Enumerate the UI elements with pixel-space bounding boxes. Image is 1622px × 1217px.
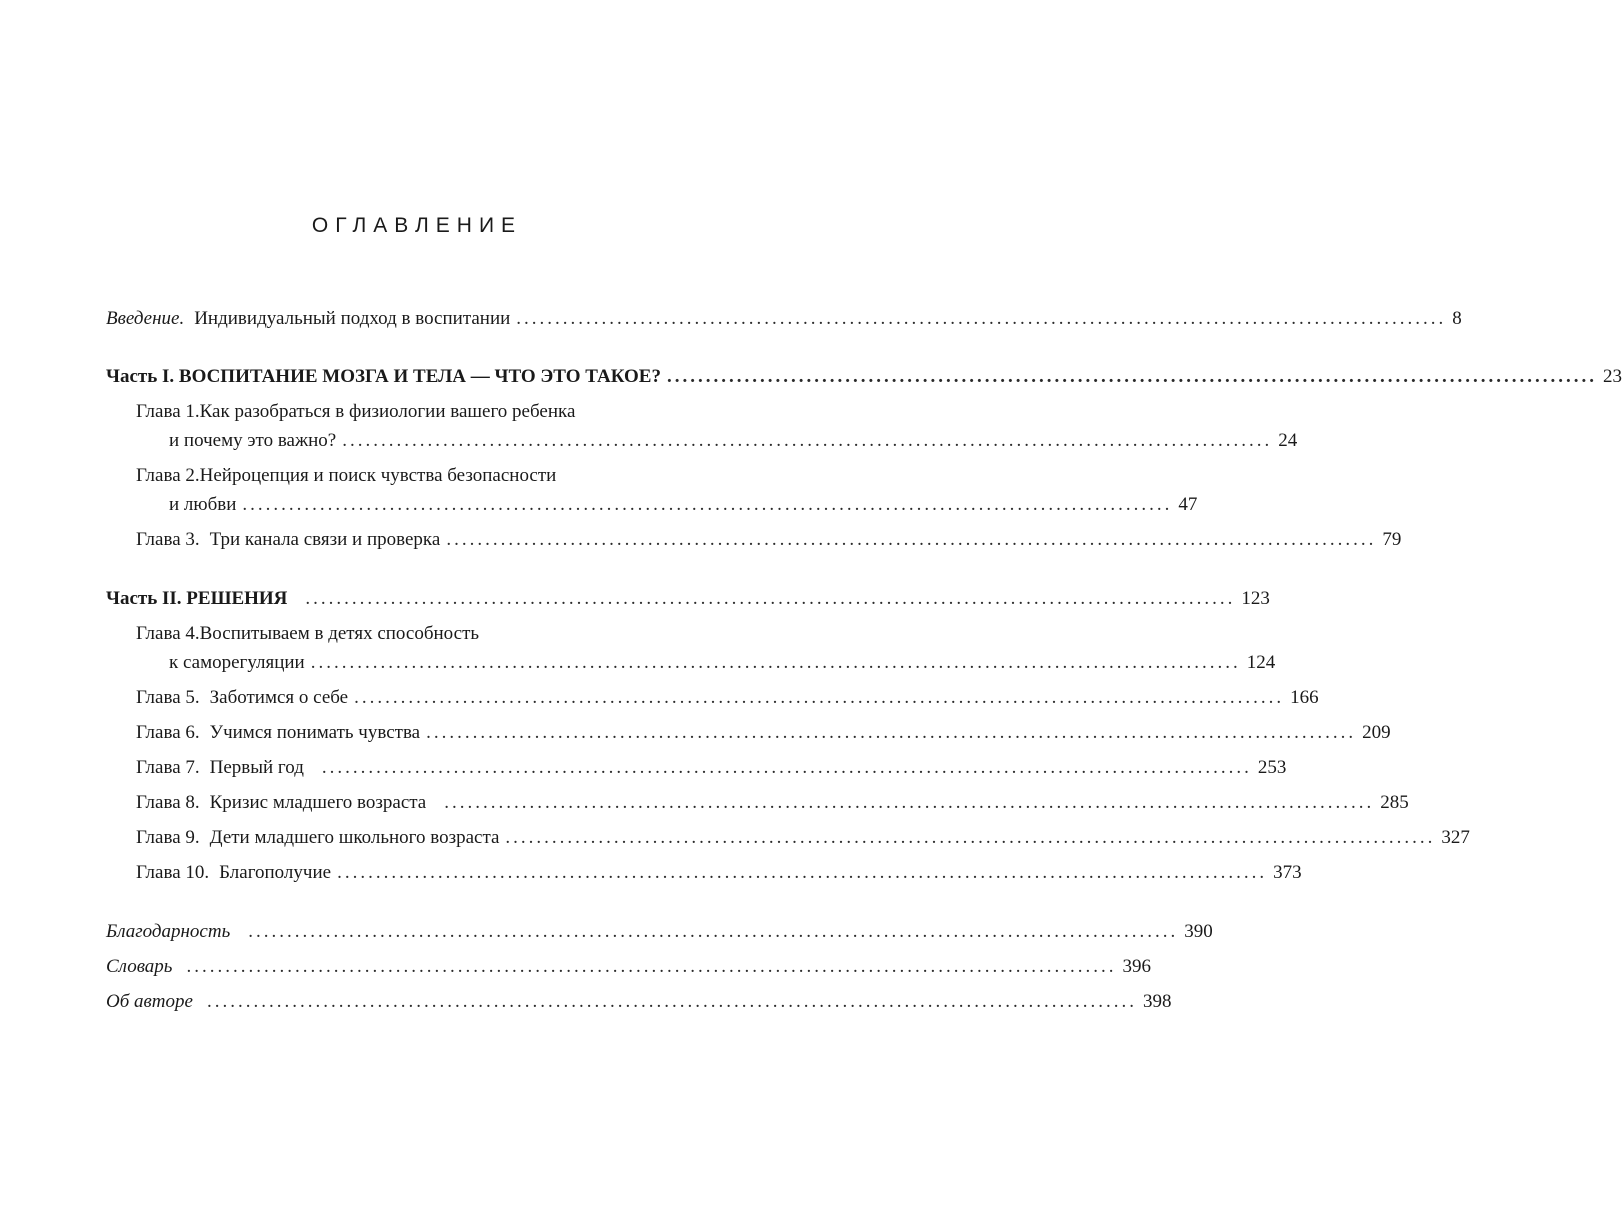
chapter-title-cont: и почему это важно?	[169, 430, 337, 451]
page-number: 24	[1278, 430, 1298, 451]
toc-entry-chapter-2-line1[interactable]	[136, 463, 720, 489]
chapter-number: Глава 9.	[136, 827, 200, 848]
leader-dots: ........................................................................................................................	[305, 588, 1236, 609]
toc-entry-chapter-8[interactable]	[136, 790, 1409, 816]
chapter-title: Дети младшего школьного возраста	[209, 827, 500, 848]
chapter-title: Заботимся о себе	[209, 687, 349, 708]
chapter-number: Глава 7.	[136, 757, 200, 778]
chapter-number: Глава 4.	[136, 623, 200, 644]
leader-dots: ........................................................................................................................	[426, 722, 1357, 743]
page-number: 398	[1142, 991, 1172, 1012]
toc-entry-chapter-7[interactable]	[136, 755, 1287, 781]
chapter-number: Глава 6.	[136, 722, 200, 743]
toc-entry-chapter-10[interactable]	[136, 860, 1302, 886]
page-title: ОГЛАВЛЕНИЕ	[311, 214, 523, 237]
toc-entry-part1[interactable]	[106, 364, 1622, 390]
leader-dots: ........................................................................................................................	[342, 430, 1273, 451]
leader-dots: ........................................................................................................................	[206, 991, 1137, 1012]
toc-entry-chapter-6[interactable]	[136, 720, 1391, 746]
page-number: 8	[1452, 308, 1462, 329]
intro-label: Индивидуальный подход в воспитании	[194, 308, 511, 329]
toc-entry-chapter-1[interactable]	[169, 428, 1298, 454]
leader-dots: ........................................................................................................................	[242, 494, 1173, 515]
toc-entry-glossary[interactable]	[106, 954, 1151, 980]
chapter-title: Три канала связи и проверка	[209, 529, 441, 550]
page-number: 253	[1257, 757, 1287, 778]
chapter-number: Глава 5.	[136, 687, 200, 708]
toc-entry-chapter-2[interactable]	[169, 492, 1198, 518]
chapter-title-cont: к саморегуляции	[169, 652, 305, 673]
leader-dots: ........................................................................................................................	[354, 687, 1285, 708]
page-number: 166	[1290, 687, 1319, 708]
chapter-title: Кризис младшего возраста	[209, 792, 427, 813]
toc-entry-acknowledgments[interactable]	[106, 919, 1213, 945]
intro-prefix: Введение.	[106, 308, 185, 329]
toc-entry-about-author[interactable]	[106, 989, 1172, 1015]
page-number: 124	[1246, 652, 1276, 673]
backmatter-label: Благодарность	[106, 921, 231, 942]
chapter-number: Глава 10.	[136, 862, 210, 883]
page-number: 373	[1273, 862, 1302, 883]
page-number: 390	[1184, 921, 1213, 942]
leader-dots: ........................................................................................................................	[310, 652, 1241, 673]
toc-entry-part2[interactable]	[106, 586, 1270, 612]
chapter-title: Учимся понимать чувства	[209, 722, 421, 743]
chapter-number: Глава 3.	[136, 529, 200, 550]
chapter-number: Глава 8.	[136, 792, 200, 813]
page-number: 209	[1362, 722, 1391, 743]
toc-entry-chapter-9[interactable]	[136, 825, 1470, 851]
leader-dots: ........................................................................................................................	[321, 757, 1252, 778]
leader-dots: ........................................................................................................................	[446, 529, 1377, 550]
leader-dots: ........................................................................................................................	[337, 862, 1268, 883]
chapter-title: Как разобраться в физиологии вашего ребенка	[199, 401, 576, 422]
page-number: 23	[1602, 366, 1622, 387]
leader-dots: ........................................................................................................................	[444, 792, 1375, 813]
chapter-title: Первый год	[209, 757, 304, 778]
toc-entry-chapter-4-line1[interactable]	[136, 621, 720, 647]
chapter-number: Глава 1.	[136, 401, 200, 422]
toc-entry-chapter-3[interactable]	[136, 527, 1402, 553]
leader-dots: ........................................................................................................................	[186, 956, 1117, 977]
part2-label: Часть II. РЕШЕНИЯ	[106, 588, 288, 609]
chapter-title: Благополучие	[219, 862, 332, 883]
leader-dots: ........................................................................................................................	[248, 921, 1179, 942]
chapter-title-cont: и любви	[169, 494, 237, 515]
chapter-title: Воспитываем в детях способность	[199, 623, 480, 644]
toc-entry-chapter-1-line1[interactable]	[136, 399, 720, 425]
leader-dots: ........................................................................................................................	[516, 308, 1447, 329]
page-number: 327	[1441, 827, 1470, 848]
toc-entry-intro[interactable]	[106, 306, 1462, 332]
page-number: 285	[1380, 792, 1409, 813]
page-number: 79	[1382, 529, 1402, 550]
page-number: 396	[1122, 956, 1151, 977]
leader-dots: ........................................................................................................................	[505, 827, 1436, 848]
toc-entry-chapter-5[interactable]	[136, 685, 1319, 711]
leader-dots: ........................................................................................................................	[666, 366, 1597, 387]
chapter-title: Нейроцепция и поиск чувства безопасности	[199, 465, 557, 486]
toc-entry-chapter-4[interactable]	[169, 650, 1276, 676]
backmatter-label: Об авторе	[106, 991, 193, 1012]
page-number: 123	[1241, 588, 1270, 609]
backmatter-label: Словарь	[106, 956, 173, 977]
chapter-number: Глава 2.	[136, 465, 200, 486]
part1-label: Часть I. ВОСПИТАНИЕ МОЗГА И ТЕЛА — ЧТО ЭТО ТАКОЕ?	[106, 366, 661, 387]
page-number: 47	[1178, 494, 1198, 515]
